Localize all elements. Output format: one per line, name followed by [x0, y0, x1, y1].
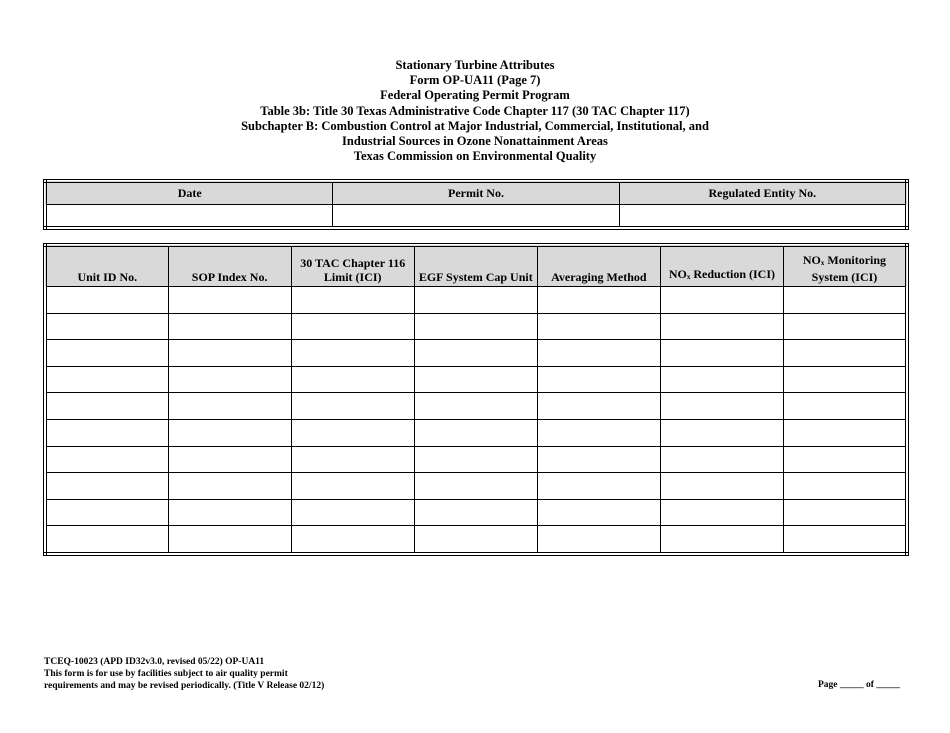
footer-form-id: TCEQ-10023 (APD ID32v3.0, revised 05/22) OP-UA11 [44, 657, 265, 667]
nox-reduction-cell[interactable] [660, 419, 783, 446]
sop-index-header: SOP Index No. [168, 245, 291, 287]
sop-index-cell[interactable] [168, 313, 291, 340]
page-number: Page _____ of _____ [817, 680, 900, 690]
nox-monitoring-cell[interactable] [783, 313, 907, 340]
table-row [45, 499, 907, 526]
sop-index-cell[interactable] [168, 287, 291, 314]
table-row [45, 446, 907, 473]
nox-monitoring-line2: System (ICI) [811, 270, 878, 284]
nox-monitoring-sub: x [820, 259, 825, 267]
limit-ici-cell[interactable] [291, 287, 414, 314]
averaging-method-cell[interactable] [537, 366, 660, 393]
nox-monitoring-cell[interactable] [783, 393, 907, 420]
header-table-title: Table 3b: Title 30 Texas Administrative Code Chapter 117 (30 TAC Chapter 117) [260, 103, 690, 118]
header-subchapter-cont: Industrial Sources in Ozone Nonattainment Areas [342, 134, 608, 149]
sop-index-cell[interactable] [168, 473, 291, 500]
nox-reduction-cell[interactable] [660, 473, 783, 500]
egf-cap-cell[interactable] [414, 340, 537, 367]
averaging-method-cell[interactable] [537, 419, 660, 446]
averaging-method-cell[interactable] [537, 287, 660, 314]
egf-cap-header: EGF System Cap Unit [414, 245, 537, 287]
table-row [45, 526, 907, 554]
unit-id-cell[interactable] [45, 393, 168, 420]
form-header [0, 58, 950, 164]
unit-id-cell[interactable] [45, 499, 168, 526]
limit-ici-cell[interactable] [291, 499, 414, 526]
nox-monitoring-cell[interactable] [783, 287, 907, 314]
limit-ici-cell[interactable] [291, 366, 414, 393]
unit-table-body [45, 287, 907, 554]
header-title: Stationary Turbine Attributes [395, 58, 555, 72]
table-row [45, 340, 907, 367]
nox-monitoring-cell[interactable] [783, 419, 907, 446]
limit-ici-line2: Limit (ICI) [323, 270, 382, 284]
nox-monitoring-pre: NO [802, 253, 821, 267]
unit-id-header: Unit ID No. [45, 245, 168, 287]
header-program: Federal Operating Permit Program [380, 88, 570, 103]
table-row [45, 313, 907, 340]
table-row [45, 393, 907, 420]
unit-id-cell[interactable] [45, 473, 168, 500]
averaging-method-cell[interactable] [537, 526, 660, 554]
averaging-method-cell[interactable] [537, 393, 660, 420]
sop-index-cell[interactable] [168, 393, 291, 420]
nox-reduction-post: Reduction (ICI) [690, 267, 776, 281]
limit-ici-header [291, 245, 414, 287]
unit-id-cell[interactable] [45, 313, 168, 340]
nox-monitoring-cell[interactable] [783, 499, 907, 526]
table-row [45, 366, 907, 393]
sop-index-cell[interactable] [168, 419, 291, 446]
header-agency: Texas Commission on Environmental Quality [353, 149, 597, 164]
nox-reduction-pre: NO [668, 267, 687, 281]
sop-index-cell[interactable] [168, 366, 291, 393]
permit-no-header: Permit No. [333, 181, 619, 205]
egf-cap-cell[interactable] [414, 419, 537, 446]
egf-cap-cell[interactable] [414, 366, 537, 393]
averaging-method-cell[interactable] [537, 446, 660, 473]
permit-no-field[interactable] [333, 205, 619, 229]
date-header: Date [45, 181, 333, 205]
unit-table [43, 243, 909, 556]
unit-id-cell[interactable] [45, 366, 168, 393]
nox-reduction-header [660, 245, 783, 287]
egf-cap-cell[interactable] [414, 393, 537, 420]
egf-cap-cell[interactable] [414, 499, 537, 526]
nox-reduction-cell[interactable] [660, 393, 783, 420]
averaging-method-header: Averaging Method [537, 245, 660, 287]
limit-ici-cell[interactable] [291, 419, 414, 446]
nox-reduction-cell[interactable] [660, 446, 783, 473]
footer-note-line1: This form is for use by facilities subject to air quality permit [44, 669, 288, 679]
limit-ici-cell[interactable] [291, 526, 414, 554]
regulated-entity-field[interactable] [619, 205, 907, 229]
nox-reduction-cell[interactable] [660, 313, 783, 340]
nox-reduction-cell[interactable] [660, 340, 783, 367]
limit-ici-cell[interactable] [291, 473, 414, 500]
egf-cap-cell[interactable] [414, 313, 537, 340]
egf-cap-cell[interactable] [414, 473, 537, 500]
footer-note-line2: requirements and may be revised periodically. (Title V Release 02/12) [44, 681, 325, 691]
limit-ici-cell[interactable] [291, 446, 414, 473]
nox-monitoring-header [783, 245, 907, 287]
unit-id-cell[interactable] [45, 340, 168, 367]
nox-reduction-cell[interactable] [660, 526, 783, 554]
table-row [45, 287, 907, 314]
averaging-method-cell[interactable] [537, 340, 660, 367]
nox-monitoring-cell[interactable] [783, 526, 907, 554]
unit-id-cell[interactable] [45, 446, 168, 473]
egf-cap-cell[interactable] [414, 526, 537, 554]
nox-monitoring-cell[interactable] [783, 340, 907, 367]
table-row [45, 473, 907, 500]
form-footer [44, 656, 324, 692]
regulated-entity-header: Regulated Entity No. [619, 181, 907, 205]
nox-monitoring-cell[interactable] [783, 473, 907, 500]
limit-ici-cell[interactable] [291, 340, 414, 367]
table-row [45, 419, 907, 446]
nox-reduction-cell[interactable] [660, 287, 783, 314]
sop-index-cell[interactable] [168, 446, 291, 473]
sop-index-cell[interactable] [168, 499, 291, 526]
sop-index-cell[interactable] [168, 526, 291, 554]
nox-reduction-cell[interactable] [660, 366, 783, 393]
limit-ici-cell[interactable] [291, 313, 414, 340]
header-subchapter: Subchapter B: Combustion Control at Major Industrial, Commercial, Institutional, and [241, 118, 709, 133]
nox-monitoring-cell[interactable] [783, 446, 907, 473]
nox-reduction-sub: x [686, 273, 691, 281]
nox-reduction-cell[interactable] [660, 499, 783, 526]
header-form-number: Form OP-UA11 (Page 7) [409, 73, 541, 88]
egf-cap-cell[interactable] [414, 287, 537, 314]
sop-index-cell[interactable] [168, 340, 291, 367]
info-table [43, 179, 909, 230]
unit-id-cell[interactable] [45, 526, 168, 554]
averaging-method-cell[interactable] [537, 499, 660, 526]
egf-cap-cell[interactable] [414, 446, 537, 473]
nox-monitoring-post: Monitoring [824, 253, 887, 267]
averaging-method-cell[interactable] [537, 473, 660, 500]
unit-id-cell[interactable] [45, 287, 168, 314]
unit-id-cell[interactable] [45, 419, 168, 446]
averaging-method-cell[interactable] [537, 313, 660, 340]
limit-ici-cell[interactable] [291, 393, 414, 420]
nox-monitoring-cell[interactable] [783, 366, 907, 393]
limit-ici-line1: 30 TAC Chapter 116 [300, 256, 406, 270]
date-field[interactable] [45, 205, 333, 229]
